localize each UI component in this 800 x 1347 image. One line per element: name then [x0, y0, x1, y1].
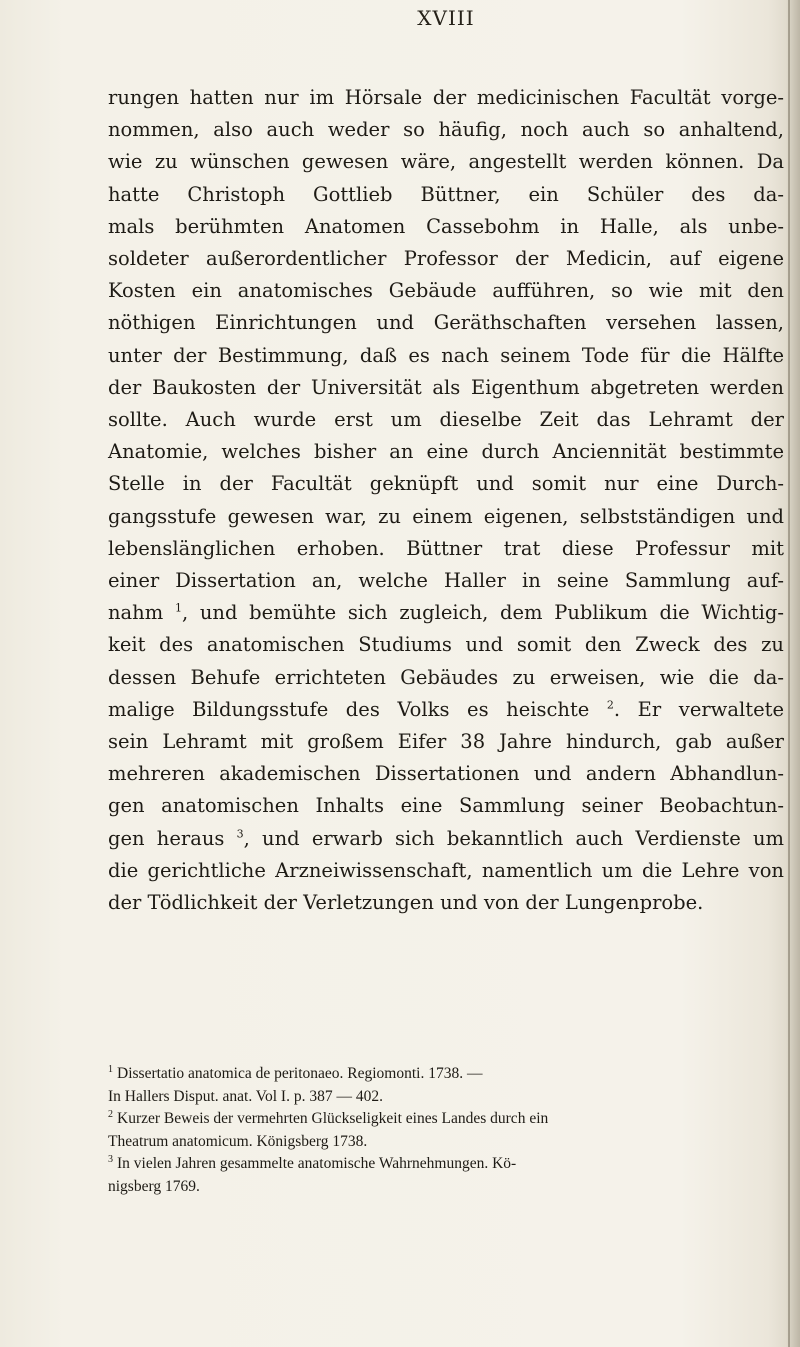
text-line: mehreren akademischen Dissertationen und andern Abhandlun-: [108, 762, 784, 786]
text-line: sein Lehramt mit großem Eifer 38 Jahre hindurch, gab außer: [108, 730, 784, 754]
footnote-reference: 1: [174, 601, 182, 615]
page-edge-line: [788, 0, 790, 1347]
text-line: Anatomie, welches bisher an eine durch Anciennität bestimmte: [108, 440, 784, 464]
body-text: [108, 82, 784, 919]
footnote: [108, 1153, 784, 1198]
text-line: Kosten ein anatomisches Gebäude aufführen, so wie mit den: [108, 279, 784, 303]
text-line: die gerichtliche Arzneiwissenschaft, namentlich um die Lehre von: [108, 858, 784, 882]
text-line-with-footnote-ref: malige Bildungsstufe des Volks es heischte $^2$. Er verwaltete: [108, 697, 784, 721]
footnote-line: Theatrum anatomicum. Königsberg 1738.: [108, 1132, 368, 1150]
page-number: XVIII: [417, 6, 475, 30]
text-line: Stelle in der Facultät geknüpft und somit nur eine Durch-: [108, 472, 784, 496]
footnote-reference: 3: [236, 827, 244, 841]
text-line: unter der Bestimmung, daß es nach seinem Tode für die Hälfte: [108, 343, 784, 367]
text-line: wie zu wünschen gewesen wäre, angestellt werden können. Da: [108, 150, 784, 174]
text-line: der Baukosten der Universität als Eigenthum abgetreten werden: [108, 375, 784, 399]
text-line-with-footnote-ref: gen heraus $^3$, und erwarb sich bekanntlich auch Verdienste um: [108, 826, 784, 850]
text-line: nommen, also auch weder so häufig, noch auch so anhaltend,: [108, 118, 784, 142]
footnote-reference: 2: [606, 698, 614, 712]
text-line: lebenslänglichen erhoben. Büttner trat diese Professur mit: [108, 536, 784, 560]
footnote: [108, 1108, 784, 1153]
footnotes: [108, 1063, 784, 1198]
text-line-with-footnote-ref: nahm $^1$, und bemühte sich zugleich, dem Publikum die Wichtig-: [108, 601, 784, 625]
text-line: dessen Behufe errichteten Gebäudes zu erweisen, wie die da-: [108, 665, 784, 689]
text-line: mals berühmten Anatomen Cassebohm in Halle, als unbe-: [108, 214, 784, 238]
footnote-marker: 3: [108, 1153, 113, 1165]
text-line: gangsstufe gewesen war, zu einem eigenen, selbstständigen und: [108, 504, 784, 528]
footnote-line: Kurzer Beweis der vermehrten Glückseligkeit eines Landes durch ein: [117, 1110, 549, 1127]
text-line: nöthigen Einrichtungen und Geräthschaften versehen lassen,: [108, 311, 784, 335]
footnote-line: Dissertatio anatomica de peritonaeo. Regiomonti. 1738. —: [117, 1065, 483, 1082]
footnote-marker: 2: [108, 1108, 113, 1120]
text-line: rungen hatten nur im Hörsale der medicinischen Facultät vorge-: [108, 86, 784, 109]
text-line: der Tödlichkeit der Verletzungen und von der Lungenprobe.: [108, 891, 704, 915]
footnote: [108, 1063, 784, 1108]
footnote-marker: 1: [108, 1063, 113, 1075]
text-line: gen anatomischen Inhalts eine Sammlung seiner Beobachtun-: [108, 794, 784, 818]
text-line: einer Dissertation an, welche Haller in seine Sammlung auf-: [108, 569, 784, 593]
footnote-line: In vielen Jahren gesammelte anatomische Wahrnehmungen. Kö-: [117, 1155, 517, 1172]
text-line: keit des anatomischen Studiums und somit den Zweck des zu: [108, 633, 784, 657]
footnote-line: nigsberg 1769.: [108, 1177, 200, 1195]
text-line: soldeter außerordentlicher Professor der Medicin, auf eigene: [108, 247, 784, 271]
text-line: sollte. Auch wurde erst um dieselbe Zeit das Lehramt der: [108, 408, 784, 432]
text-line: hatte Christoph Gottlieb Büttner, ein Schüler des da-: [108, 182, 784, 206]
footnote-line: In Hallers Disput. anat. Vol I. p. 387 — 402.: [108, 1087, 383, 1105]
